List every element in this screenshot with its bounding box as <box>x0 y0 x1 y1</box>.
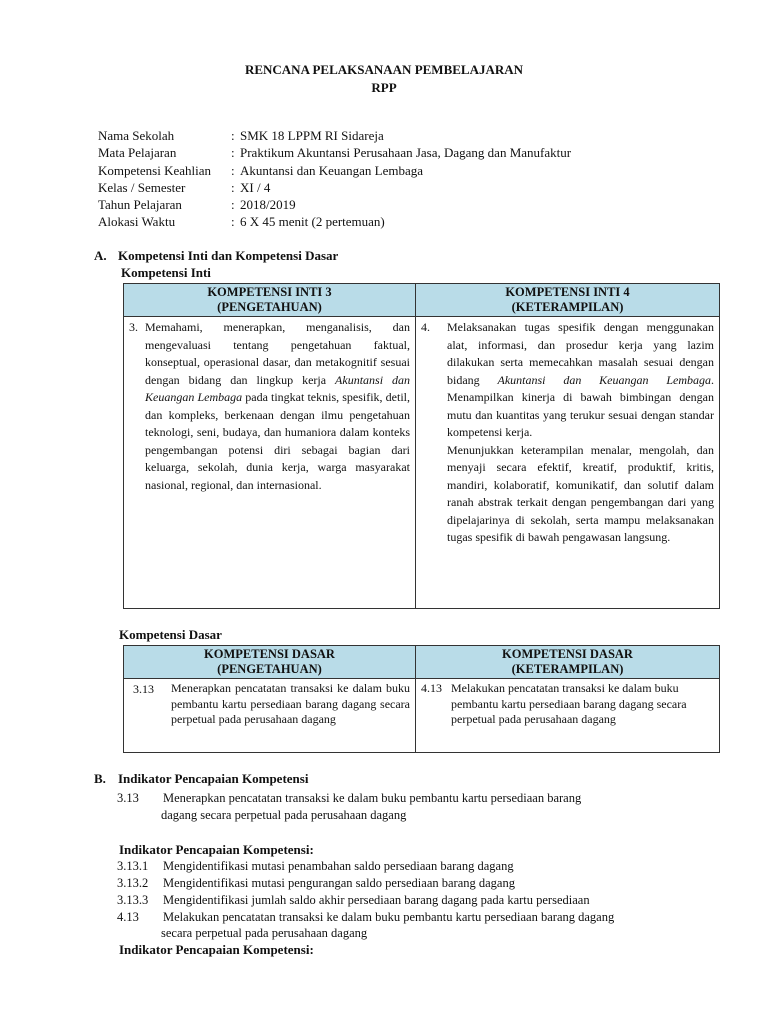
ki4-text-para2: Menunjukkan keterampilan menalar, mengolah, dan menyaji secara efektif, kreatif, produktif, kritis, mandiri, kolaboratif, komunikatif, dan solutif dalam ranah abstrak terkait dengan pengembangan dari yang dipelajarinya di sekolah, serta mampu melaksanakan tugas spesifik di bawah pengawasan langsung. <box>447 442 714 544</box>
kd4-text-line: Melakukan pencatatan transaksi ke dalam buku pembantu kartu persediaan barang dagang <box>163 910 615 924</box>
section-letter: B. <box>94 771 106 786</box>
indicator-number: 3.13.3 <box>117 893 149 907</box>
info-separator: : <box>231 128 235 143</box>
info-value: Praktikum Akuntansi Perusahaan Jasa, Dagang dan Manufaktur <box>240 145 572 161</box>
indicator-text: Mengidentifikasi mutasi pengurangan saldo persediaan barang dagang <box>163 876 515 890</box>
section-a-heading <box>94 248 338 264</box>
header-line: (KETERAMPILAN) <box>511 662 624 676</box>
kd-text-line: dagang secara perpetual pada perusahaan dagang <box>161 808 407 822</box>
info-separator: : <box>231 179 235 195</box>
info-label: Mata Pelajaran <box>98 145 177 161</box>
info-value: 2018/2019 <box>240 197 296 213</box>
kd3-text: Menerapkan pencatatan transaksi ke dalam buku pembantu kartu persediaan barang dagang secara perpetual pada perusahaan dagang <box>171 681 410 726</box>
header-line: KOMPETENSI INTI 3 <box>207 285 332 299</box>
indicator-text: Mengidentifikasi jumlah saldo akhir persediaan barang dagang pada kartu persediaan <box>163 893 590 907</box>
ipk-heading-2: Indikator Pencapaian Kompetensi: <box>119 942 314 957</box>
header-line: KOMPETENSI DASAR <box>502 647 633 661</box>
kd-number: 3.13 <box>117 791 139 805</box>
indicator-text: Mengidentifikasi mutasi penambahan saldo persediaan barang dagang <box>163 859 514 873</box>
info-separator: : <box>231 214 235 230</box>
ki4-cell <box>416 317 720 609</box>
kd4-text-line: secara perpetual pada perusahaan dagang <box>161 926 368 940</box>
ki4-text-part: . Menampilkan kinerja di bawah bimbingan dengan mutu dan kuantitas yang terukur sesuai dengan standar kompetensi kerja. <box>447 372 714 439</box>
header-line: (KETERAMPILAN) <box>511 300 624 314</box>
ki4-text-italic: Akuntansi dan Keuangan Lembaga <box>497 372 711 387</box>
kompetensi-dasar-table <box>123 645 720 753</box>
kd3-cell <box>124 679 416 753</box>
section-title: Kompetensi Inti dan Kompetensi Dasar <box>118 248 339 263</box>
indicator-number: 3.13.1 <box>117 859 149 873</box>
kd3-number: 3.13 <box>133 682 154 696</box>
ki3-text-part: Memahami, menerapkan, menganalisis, dan mengevaluasi tentang pengetahuan faktual, konseptual, operasional dasar, dan metakognitif sesuai dengan bidang dan lingkup kerja <box>145 320 410 387</box>
kd3-header <box>124 646 416 679</box>
kd4-header <box>416 646 720 679</box>
section-letter: A. <box>94 248 107 263</box>
info-separator: : <box>231 145 235 161</box>
section-title: Indikator Pencapaian Kompetensi <box>118 771 309 786</box>
ki4-text <box>447 319 714 547</box>
info-label: Nama Sekolah <box>98 128 175 143</box>
ki3-number: 3. <box>129 320 138 334</box>
header-line: (PENGETAHUAN) <box>217 300 322 314</box>
info-value: Akuntansi dan Keuangan Lembaga <box>240 162 424 178</box>
info-label: Kelas / Semester <box>98 179 186 195</box>
ki4-number: 4. <box>421 320 430 334</box>
kd4-number: 4.13 <box>117 910 139 924</box>
info-label: Kompetensi Keahlian <box>98 162 211 178</box>
info-separator: : <box>231 162 235 178</box>
indicator-number: 3.13.2 <box>117 876 149 890</box>
kompetensi-inti-table <box>123 283 720 609</box>
kd-heading: Kompetensi Dasar <box>119 627 222 642</box>
header-line: KOMPETENSI DASAR <box>204 647 335 661</box>
ki3-text-italic: Akuntansi dan Keuangan Lembaga <box>145 372 410 404</box>
ki3-header <box>124 284 416 317</box>
section-b-heading <box>94 771 308 787</box>
document-subtitle: RPP <box>371 80 397 95</box>
ki4-text-part: Melaksanakan tugas spesifik dengan menggunakan alat, informasi, dan prosedur kerja yang lazim dilakukan serta memecahkan masalah sesuai dengan bidang <box>447 320 714 387</box>
ipk-heading: Indikator Pencapaian Kompetensi: <box>119 842 314 857</box>
header-line: KOMPETENSI INTI 4 <box>505 285 630 299</box>
kd4-number: 4.13 <box>421 681 442 695</box>
ki4-header <box>416 284 720 317</box>
ki3-text <box>145 319 410 494</box>
document-title: RENCANA PELAKSANAAN PEMBELAJARAN <box>244 62 524 77</box>
kd4-cell <box>416 679 720 753</box>
info-value: SMK 18 LPPM RI Sidareja <box>240 128 384 143</box>
info-separator: : <box>231 197 235 213</box>
info-value: XI / 4 <box>240 179 271 195</box>
ki3-cell <box>124 317 416 609</box>
info-value: 6 X 45 menit (2 pertemuan) <box>240 214 385 230</box>
kd4-text: Melakukan pencatatan transaksi ke dalam buku pembantu kartu persediaan barang dagang secara perpetual pada perusahaan dagang <box>451 681 687 726</box>
ki-heading: Kompetensi Inti <box>121 265 211 280</box>
ki3-text-part: pada tingkat teknis, spesifik, detil, dan kompleks, berkenaan dengan ilmu pengetahuan teknologi, seni, budaya, dan humaniora dalam konteks pengembangan potensi diri sebagai bagian dari keluarga, sekolah, dunia kerja, warga masyarakat nasional, regional, dan internasional. <box>145 390 411 492</box>
header-line: (PENGETAHUAN) <box>217 662 322 676</box>
kd-text-line: Menerapkan pencatatan transaksi ke dalam buku pembantu kartu persediaan barang <box>163 791 582 805</box>
info-label: Tahun Pelajaran <box>98 197 182 213</box>
info-label: Alokasi Waktu <box>98 214 176 230</box>
